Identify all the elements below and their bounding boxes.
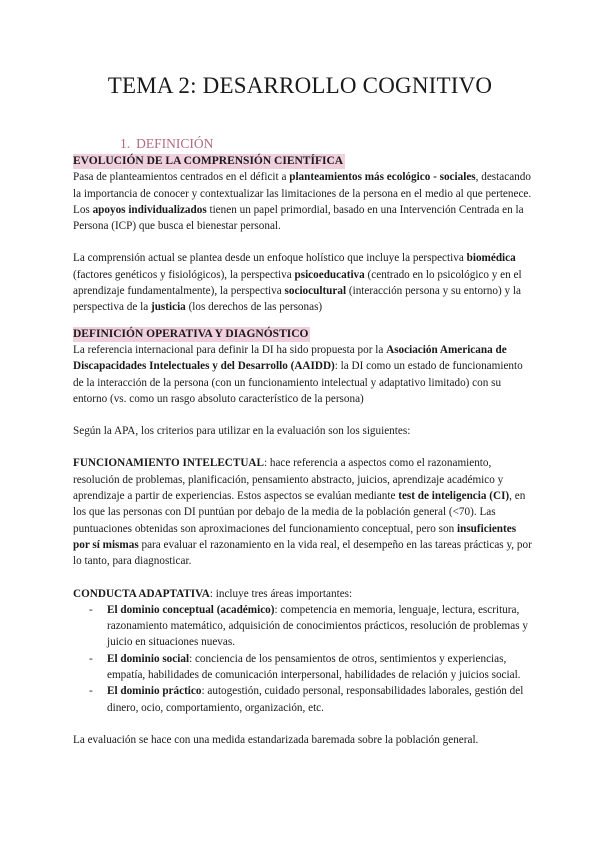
paragraph-criterios-apa: Según la APA, los criterios para utilizar en la evaluación son los siguientes:: [73, 425, 411, 438]
bold-term: biomédica: [466, 252, 516, 265]
bold-term: CONDUCTA ADAPTATIVA: [73, 587, 210, 600]
dash-bullet: -: [89, 685, 93, 698]
section-number: 1.: [120, 136, 131, 151]
bold-term: insuficientes por sí mismas: [73, 522, 517, 551]
paragraph-evolucion: Pasa de planteamientos centrados en el déficit a planteamientos más ecológico - sociales, destacando la importancia de conocer y contextualizar las limitaciones de la persona en el medio al que pertenece. Los apoyos individualizados tienen un papel primordial, basado en una Intervención Centrada en la Persona (ICP) que busca el bienestar personal.: [73, 171, 532, 233]
bold-term: El dominio conceptual (académico): [107, 603, 275, 616]
document-body: [73, 136, 533, 748]
bold-term: test de inteligencia (CI): [398, 490, 510, 503]
bold-term: justicia: [150, 301, 186, 314]
bold-term: FUNCIONAMIENTO INTELECTUAL: [73, 457, 264, 470]
bold-term: apoyos individualizados: [92, 203, 207, 216]
list-item-text: El dominio conceptual (académico): competencia en memoria, lenguaje, lectura, escritura, razonamiento matemático, adquisición de conocimientos prácticos, resolución de problemas y juicio en situaciones nuevas.: [107, 603, 528, 649]
list-item-dominio-practico: [89, 683, 533, 716]
dash-bullet: -: [89, 652, 93, 665]
paragraph-referencia-aaidd: La referencia internacional para definir la DI ha sido propuesta por la Asociación Americana de Discapacidades Intelectuales y del Desarrollo (AAIDD): la DI como un estado de funcionamiento de la interacción de la persona (con un funcionamiento intelectual y adaptativo limitado) con su entorno (vs. como un rasgo absoluto característico de la persona): [73, 343, 523, 405]
paragraph-conducta-adaptativa: CONDUCTA ADAPTATIVA: incluye tres áreas importantes:: [73, 587, 353, 600]
bold-term: psicoeducativa: [294, 268, 365, 281]
bold-term: El dominio práctico: [107, 685, 202, 698]
bold-term: El dominio social: [107, 652, 190, 665]
list-item-dominio-social: [89, 651, 533, 684]
subheading-definicion-operativa: DEFINICIÓN OPERATIVA Y DIAGNÓSTICO: [73, 327, 309, 340]
bold-term: planteamientos más ecológico - sociales: [289, 171, 476, 184]
section-title: DEFINICIÓN: [136, 136, 214, 151]
paragraph-comprension-actual: La comprensión actual se plantea desde un enfoque holístico que incluye la perspectiva biomédica (factores genéticos y fisiológicos), la perspectiva psicoeducativa (centrado en lo psicológico y en el aprendizaje fundamentalmente), la perspectiva sociocultural (interacción persona y su entorno) y la perspectiva de la justicia (los derechos de las personas): [73, 252, 522, 314]
list-item-text: El dominio social: conciencia de los pensamientos de otros, sentimientos y experiencias, empatía, habilidades de comunicación interpersonal, habilidades de relación y juicios social.: [107, 652, 521, 682]
bold-term: sociocultural: [284, 285, 347, 298]
paragraph-evaluacion: La evaluación se hace con una medida estandarizada baremada sobre la población general.: [73, 733, 479, 746]
dominios-list: [73, 602, 533, 716]
dash-bullet: -: [89, 603, 93, 616]
list-item-dominio-conceptual: [89, 602, 533, 651]
subheading-evolucion: EVOLUCIÓN DE LA COMPRENSIÓN CIENTÍFICA: [73, 155, 344, 167]
list-item-text: El dominio práctico: autogestión, cuidado personal, responsabilidades laborales, gestión del dinero, ocio, comportamiento, organización, etc.: [107, 685, 524, 714]
bold-term: Asociación Americana de Discapacidades Intelectuales y del Desarrollo (AAIDD): [73, 343, 507, 373]
document-title: TEMA 2: DESARROLLO COGNITIVO: [107, 73, 493, 98]
section-heading: [120, 136, 533, 152]
paragraph-funcionamiento-intelectual: FUNCIONAMIENTO INTELECTUAL: hace referencia a aspectos como el razonamiento, resolución de problemas, planificación, pensamiento abstracto, juicios, aprendizaje académico y aprendizaje a partir de experiencias. Estos aspectos se evalúan mediante test de inteligencia (CI), en los que las personas con DI puntúan por debajo de la media de la población general (<70). Las puntuaciones obtenidas son aproximaciones del funcionamiento conceptual, pero son insuficientes por sí mismas para evaluar el razonamiento en la vida real, el desempeño en las tareas prácticas y, por lo tanto, para diagnosticar.: [73, 457, 532, 568]
